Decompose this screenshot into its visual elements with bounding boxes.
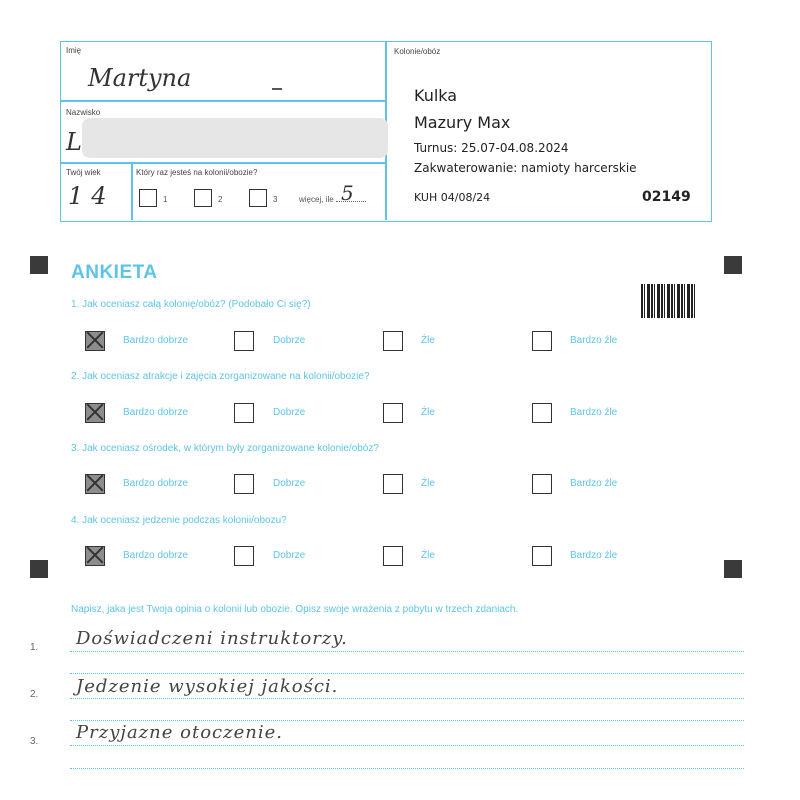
q1-option-bardzo-zle-checkbox[interactable] xyxy=(532,331,552,351)
line-number-3: 3. xyxy=(30,736,39,747)
times-checkbox-3[interactable] xyxy=(249,189,267,207)
answer-line-1b xyxy=(70,673,744,674)
times-option-1: 1 xyxy=(163,195,168,204)
question-1: 1. Jak oceniasz całą kolonię/obóz? (Podobało Ci się?) xyxy=(71,299,311,310)
surname-label: Nazwisko xyxy=(66,108,101,117)
q1-option-label: Źle xyxy=(421,335,435,346)
q2-option-bardzo-dobrze-checkbox[interactable] xyxy=(85,403,105,423)
alignment-marker-bottom-left xyxy=(30,560,48,578)
times-option-3: 3 xyxy=(273,195,278,204)
name-value[interactable]: Martyna xyxy=(88,64,192,92)
code: KUH 04/08/24 xyxy=(414,191,491,204)
turnus: Turnus: 25.07-04.08.2024 xyxy=(414,141,569,155)
times-option-2: 2 xyxy=(218,195,223,204)
q2-option-label: Źle xyxy=(421,407,435,418)
q2-option-label: Bardzo źle xyxy=(570,407,618,418)
more-value[interactable]: 5 xyxy=(341,181,354,205)
q3-option-bardzo-dobrze-checkbox[interactable] xyxy=(85,474,105,494)
survey-title: ANKIETA xyxy=(71,262,158,283)
alignment-marker-top-left xyxy=(30,256,48,274)
answer-1[interactable]: Doświadczeni instruktorzy. xyxy=(76,628,348,649)
q1-option-bardzo-dobrze-checkbox[interactable] xyxy=(85,331,105,351)
q2-option-label: Bardzo dobrze xyxy=(123,407,189,418)
question-3: 3. Jak oceniasz ośrodek, w którym były zorganizowane kolonie/obóz? xyxy=(71,443,379,454)
accommodation: Zakwaterowanie: namioty harcerskie xyxy=(414,161,637,175)
age-value[interactable]: 14 xyxy=(68,182,115,210)
camp-label: Kolonie/obóz xyxy=(394,47,441,56)
q2-option-zle-checkbox[interactable] xyxy=(383,403,403,423)
q2-option-dobrze-checkbox[interactable] xyxy=(234,403,254,423)
answer-line-1 xyxy=(70,651,744,652)
camp-subname: Mazury Max xyxy=(414,113,511,132)
camp-name: Kulka xyxy=(414,86,458,105)
q4-option-label: Źle xyxy=(421,550,435,561)
times-label: Który raz jesteś na kolonii/obozie? xyxy=(136,168,258,177)
answer-line-3 xyxy=(70,745,744,746)
answer-2[interactable]: Jedzenie wysokiej jakości. xyxy=(76,676,339,697)
times-checkbox-1[interactable] xyxy=(139,189,157,207)
answer-3[interactable]: Przyjazne otoczenie. xyxy=(76,722,283,743)
q1-option-label: Dobrze xyxy=(273,335,306,346)
q3-option-label: Dobrze xyxy=(273,478,306,489)
q4-option-bardzo-dobrze-checkbox[interactable] xyxy=(85,546,105,566)
age-label: Twój wiek xyxy=(66,168,101,177)
alignment-marker-bottom-right xyxy=(724,560,742,578)
q2-option-bardzo-zle-checkbox[interactable] xyxy=(532,403,552,423)
question-4: 4. Jak oceniasz jedzenie podczas kolonii/obozu? xyxy=(71,515,287,526)
barcode xyxy=(641,284,695,318)
more-label: więcej, ile xyxy=(299,195,334,204)
q1-option-label: Bardzo dobrze xyxy=(123,335,189,346)
redacted-area xyxy=(82,118,388,158)
alignment-marker-top-right xyxy=(724,256,742,274)
q3-option-label: Źle xyxy=(421,478,435,489)
dash-mark xyxy=(272,88,282,90)
q1-option-zle-checkbox[interactable] xyxy=(383,331,403,351)
q2-option-label: Dobrze xyxy=(273,407,306,418)
q1-option-label: Bardzo źle xyxy=(570,335,618,346)
surname-value[interactable]: L xyxy=(66,128,82,156)
q3-option-label: Bardzo dobrze xyxy=(123,478,189,489)
q4-option-label: Bardzo dobrze xyxy=(123,550,189,561)
q4-option-dobrze-checkbox[interactable] xyxy=(234,546,254,566)
q3-option-dobrze-checkbox[interactable] xyxy=(234,474,254,494)
answer-line-2b xyxy=(70,720,744,721)
q3-option-bardzo-zle-checkbox[interactable] xyxy=(532,474,552,494)
q4-option-bardzo-zle-checkbox[interactable] xyxy=(532,546,552,566)
times-checkbox-2[interactable] xyxy=(194,189,212,207)
q3-option-label: Bardzo źle xyxy=(570,478,618,489)
answer-line-2 xyxy=(70,698,744,699)
line-number-2: 2. xyxy=(30,689,39,700)
answer-line-3b xyxy=(70,768,744,769)
question-2: 2. Jak oceniasz atrakcje i zajęcia zorganizowane na kolonii/obozie? xyxy=(71,371,370,382)
q4-option-label: Dobrze xyxy=(273,550,306,561)
form-number: 02149 xyxy=(642,189,691,205)
q4-option-label: Bardzo źle xyxy=(570,550,618,561)
line-number-1: 1. xyxy=(30,642,39,653)
name-label: Imię xyxy=(66,46,82,55)
opinion-instructions: Napisz, jaka jest Twoja opinia o kolonii lub obozie. Opisz swoje wrażenia z pobytu w trzech zdaniach. xyxy=(71,604,519,615)
q1-option-dobrze-checkbox[interactable] xyxy=(234,331,254,351)
q3-option-zle-checkbox[interactable] xyxy=(383,474,403,494)
q4-option-zle-checkbox[interactable] xyxy=(383,546,403,566)
